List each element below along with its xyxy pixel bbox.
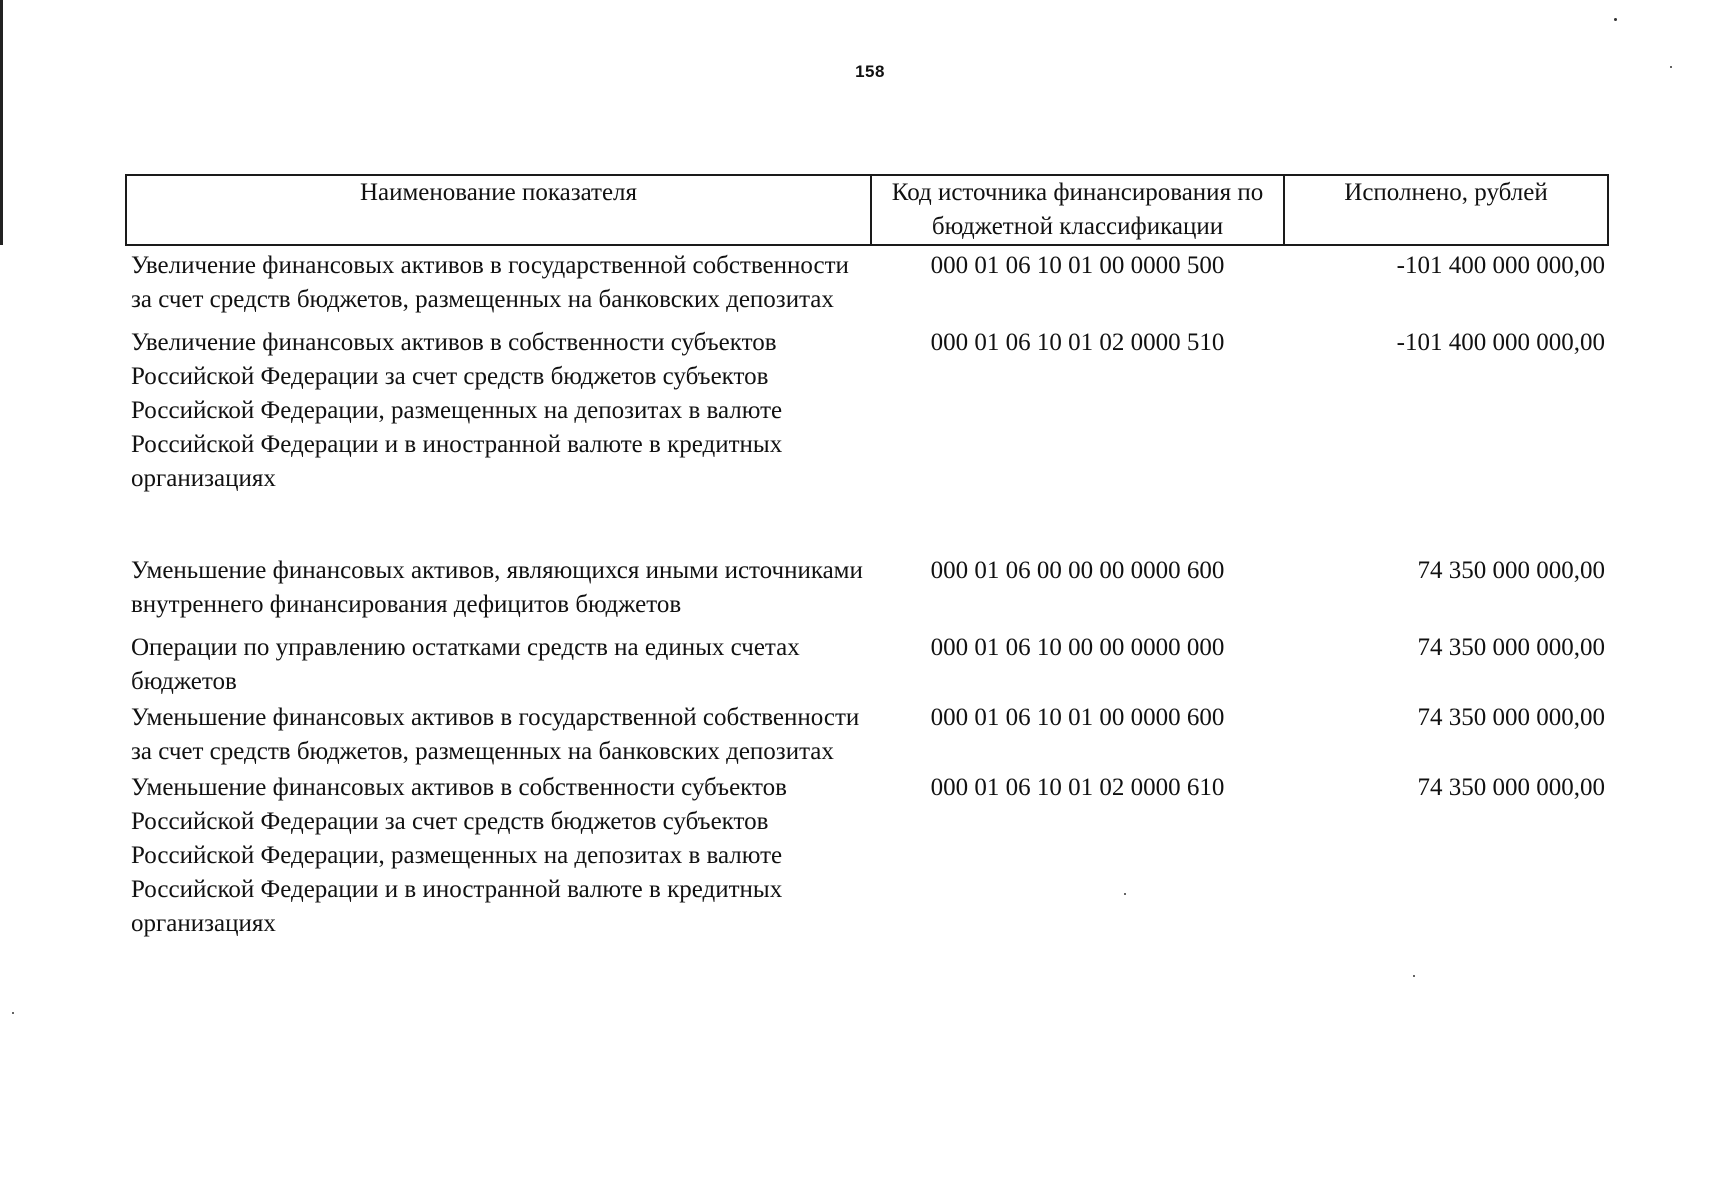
row-indicator-name: Уменьшение финансовых активов в собственности субъектов Российской Федерации за счет средств бюджетов субъектов Российской Федерации, размещенных на депозитах в валюте Российской Федерации и в иностранной валюте в кредитных организациях	[131, 774, 787, 937]
row-executed-amount: 74 350 000 000,00	[1417, 704, 1605, 731]
row-executed-amount: 74 350 000 000,00	[1417, 557, 1605, 584]
row-source-code: 000 01 06 00 00 00 0000 600	[930, 557, 1225, 584]
scan-speck	[1124, 893, 1126, 895]
header-indicator-name: Наименование показателя	[126, 175, 871, 245]
table-header	[126, 175, 1608, 245]
row-source-code: 000 01 06 10 01 00 0000 600	[930, 704, 1225, 731]
row-indicator-name: Уменьшение финансовых активов в государственной собственности за счет средств бюджетов, размещенных на банковских депозитах	[131, 704, 860, 765]
row-source-code: 000 01 06 10 01 00 0000 500	[930, 252, 1225, 279]
financing-sources-table	[125, 174, 1609, 943]
scan-speck	[1413, 975, 1415, 977]
header-executed-amount: Исполнено, рублей	[1284, 175, 1608, 245]
table-row	[126, 701, 1608, 771]
row-executed-amount: -101 400 000 000,00	[1396, 329, 1605, 356]
row-source-code: 000 01 06 10 01 02 0000 610	[930, 774, 1225, 801]
page-number: 158	[855, 62, 885, 81]
row-indicator-name: Операции по управлению остатками средств на единых счетах бюджетов	[131, 634, 800, 695]
scan-left-edge	[0, 0, 3, 245]
row-executed-amount: 74 350 000 000,00	[1417, 634, 1605, 661]
scan-speck	[12, 1012, 14, 1014]
row-executed-amount: -101 400 000 000,00	[1396, 252, 1605, 279]
table-header-row	[126, 175, 1608, 245]
scan-speck	[1614, 18, 1617, 21]
row-source-code: 000 01 06 10 00 00 0000 000	[930, 634, 1225, 661]
table-row	[126, 245, 1608, 326]
header-source-code: Код источника финансирования по бюджетной классификации	[871, 175, 1284, 245]
row-source-code: 000 01 06 10 01 02 0000 510	[930, 329, 1225, 356]
table-row	[126, 326, 1608, 554]
table-row	[126, 554, 1608, 631]
row-executed-amount: 74 350 000 000,00	[1417, 774, 1605, 801]
row-indicator-name: Увеличение финансовых активов в собственности субъектов Российской Федерации за счет средств бюджетов субъектов Российской Федерации, размещенных на депозитах в валюте Российской Федерации и в иностранной валюте в кредитных организациях	[131, 329, 783, 492]
table-row	[126, 771, 1608, 943]
row-indicator-name: Уменьшение финансовых активов, являющихся иными источниками внутреннего финансирования дефицитов бюджетов	[131, 557, 863, 618]
row-indicator-name: Увеличение финансовых активов в государственной собственности за счет средств бюджетов, размещенных на банковских депозитах	[131, 252, 849, 313]
scan-speck	[1670, 66, 1672, 68]
table-body	[126, 245, 1608, 943]
table-row	[126, 631, 1608, 701]
